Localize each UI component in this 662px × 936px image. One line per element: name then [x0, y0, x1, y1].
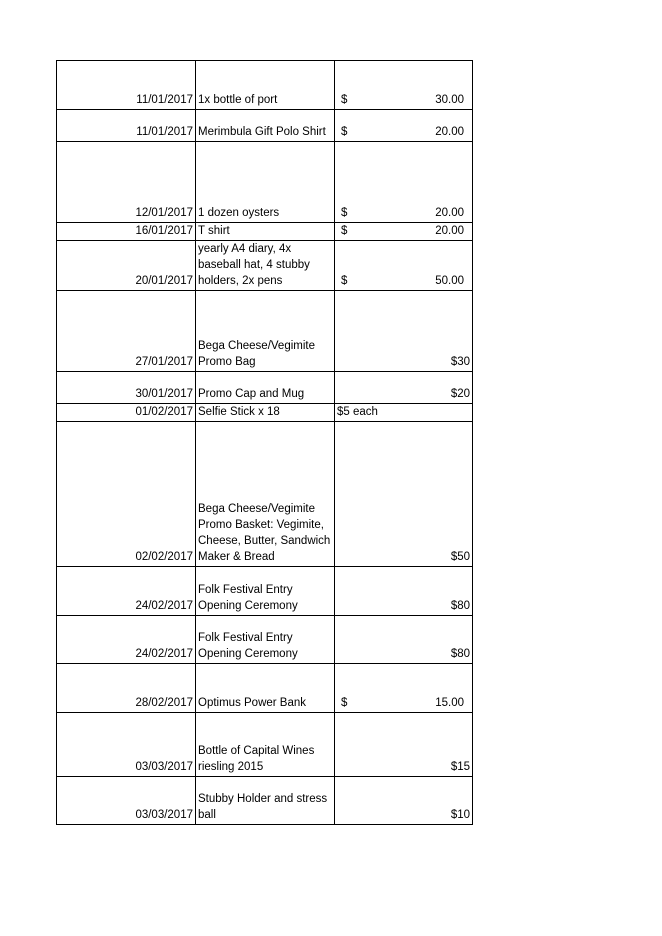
date-cell: 01/02/2017	[57, 404, 196, 422]
date-cell: 24/02/2017	[57, 616, 196, 664]
table-row	[57, 110, 473, 142]
date-cell: 30/01/2017	[57, 372, 196, 404]
date-cell: 20/01/2017	[57, 241, 196, 291]
date-cell: 16/01/2017	[57, 223, 196, 241]
table-row	[57, 372, 473, 404]
table-row	[57, 61, 473, 110]
description-cell: Stubby Holder and stress ball	[196, 777, 335, 825]
description-cell: 1 dozen oysters	[196, 142, 335, 223]
table-row	[57, 422, 473, 567]
date-cell: 12/01/2017	[57, 142, 196, 223]
currency-symbol: $	[341, 275, 348, 287]
date-cell: 28/02/2017	[57, 664, 196, 713]
table-row	[57, 142, 473, 223]
table-row	[57, 223, 473, 241]
amount: 20.00	[435, 207, 464, 219]
date-cell: 24/02/2017	[57, 567, 196, 616]
value-cell: $80	[335, 616, 473, 664]
table-row	[57, 567, 473, 616]
value-cell: $5 each	[335, 404, 473, 422]
table-row	[57, 616, 473, 664]
date-cell: 02/02/2017	[57, 422, 196, 567]
description-cell: T shirt	[196, 223, 335, 241]
amount: 30.00	[435, 94, 464, 106]
currency-symbol: $	[341, 94, 348, 106]
date-cell: 11/01/2017	[57, 61, 196, 110]
amount: 20.00	[435, 126, 464, 138]
amount: 15.00	[435, 697, 464, 709]
currency-symbol: $	[341, 697, 348, 709]
description-cell: Merimbula Gift Polo Shirt	[196, 110, 335, 142]
value-cell	[335, 61, 473, 110]
description-cell: Folk Festival Entry Opening Ceremony	[196, 567, 335, 616]
value-cell	[335, 664, 473, 713]
date-cell: 27/01/2017	[57, 291, 196, 372]
table-row	[57, 664, 473, 713]
description-cell: Promo Cap and Mug	[196, 372, 335, 404]
description-cell: Bega Cheese/Vegimite Promo Bag	[196, 291, 335, 372]
value-cell: $50	[335, 422, 473, 567]
currency-symbol: $	[341, 225, 348, 237]
date-cell: 03/03/2017	[57, 713, 196, 777]
description-cell: Optimus Power Bank	[196, 664, 335, 713]
date-cell: 11/01/2017	[57, 110, 196, 142]
date-cell: 03/03/2017	[57, 777, 196, 825]
description-cell: Bottle of Capital Wines riesling 2015	[196, 713, 335, 777]
value-cell	[335, 223, 473, 241]
gifts-table	[56, 60, 473, 825]
value-cell: $80	[335, 567, 473, 616]
table-row	[57, 713, 473, 777]
table-row	[57, 777, 473, 825]
value-cell: $20	[335, 372, 473, 404]
amount: 20.00	[435, 225, 464, 237]
value-cell: $30	[335, 291, 473, 372]
value-cell: $10	[335, 777, 473, 825]
description-cell: 1x bottle of port	[196, 61, 335, 110]
description-cell: Bega Cheese/Vegimite Promo Basket: Vegimite, Cheese, Butter, Sandwich Maker & Bread	[196, 422, 335, 567]
value-cell	[335, 110, 473, 142]
currency-symbol: $	[341, 207, 348, 219]
table-row	[57, 241, 473, 291]
value-cell	[335, 142, 473, 223]
description-cell: Folk Festival Entry Opening Ceremony	[196, 616, 335, 664]
table-row	[57, 291, 473, 372]
currency-symbol: $	[341, 126, 348, 138]
value-cell	[335, 241, 473, 291]
table-row	[57, 404, 473, 422]
description-cell: Selfie Stick x 18	[196, 404, 335, 422]
amount: 50.00	[435, 275, 464, 287]
value-cell: $15	[335, 713, 473, 777]
description-cell: yearly A4 diary, 4x baseball hat, 4 stubby holders, 2x pens	[196, 241, 335, 291]
